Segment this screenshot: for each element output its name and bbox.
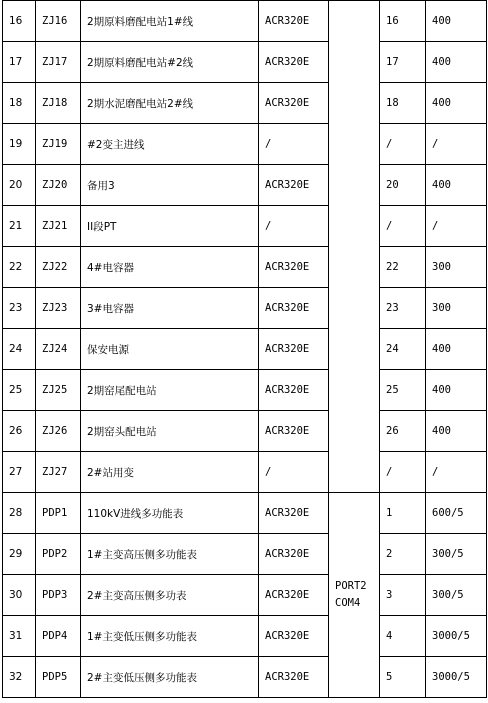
meter-model-cell: ACR320E xyxy=(259,575,329,616)
meter-model-cell: ACR320E xyxy=(259,411,329,452)
device-code-cell: ZJ26 xyxy=(36,411,81,452)
device-code-cell: ZJ27 xyxy=(36,452,81,493)
device-name-cell: 2期原料磨配电站1#线 xyxy=(81,1,259,42)
address-cell: 4 xyxy=(380,616,426,657)
table-row xyxy=(3,42,487,83)
table-row xyxy=(3,83,487,124)
ratio-cell: 300 xyxy=(426,288,487,329)
row-number-cell: 22 xyxy=(3,247,36,288)
ratio-cell: 400 xyxy=(426,411,487,452)
row-number-cell: 30 xyxy=(3,575,36,616)
ratio-cell: 400 xyxy=(426,83,487,124)
address-cell: / xyxy=(380,452,426,493)
meter-model-cell: ACR320E xyxy=(259,493,329,534)
device-name-cell: 2#站用变 xyxy=(81,452,259,493)
row-number-cell: 17 xyxy=(3,42,36,83)
ratio-cell: 400 xyxy=(426,165,487,206)
row-number-cell: 29 xyxy=(3,534,36,575)
table-row xyxy=(3,124,487,165)
row-number-cell: 32 xyxy=(3,657,36,698)
device-name-cell: II段PT xyxy=(81,206,259,247)
address-cell: 17 xyxy=(380,42,426,83)
table-row xyxy=(3,288,487,329)
device-code-cell: PDP3 xyxy=(36,575,81,616)
device-name-cell: 2期原料磨配电站#2线 xyxy=(81,42,259,83)
address-cell: 2 xyxy=(380,534,426,575)
address-cell: 20 xyxy=(380,165,426,206)
port-group-cell xyxy=(329,493,380,698)
row-number-cell: 16 xyxy=(3,1,36,42)
device-code-cell: PDP5 xyxy=(36,657,81,698)
device-code-cell: ZJ20 xyxy=(36,165,81,206)
address-cell: / xyxy=(380,206,426,247)
device-name-cell: 备用3 xyxy=(81,165,259,206)
row-number-cell: 28 xyxy=(3,493,36,534)
table-row xyxy=(3,329,487,370)
device-name-cell: 2#主变高压侧多功表 xyxy=(81,575,259,616)
meter-model-cell: ACR320E xyxy=(259,616,329,657)
device-name-cell: 2#主变低压侧多功能表 xyxy=(81,657,259,698)
row-number-cell: 21 xyxy=(3,206,36,247)
address-cell: 26 xyxy=(380,411,426,452)
row-number-cell: 26 xyxy=(3,411,36,452)
meter-model-cell: / xyxy=(259,206,329,247)
device-name-cell: 2期窑头配电站 xyxy=(81,411,259,452)
meter-model-cell: ACR320E xyxy=(259,657,329,698)
ratio-cell: 3000/5 xyxy=(426,657,487,698)
device-name-cell: 1#主变高压侧多功能表 xyxy=(81,534,259,575)
ratio-cell: 400 xyxy=(426,1,487,42)
port-group-cell xyxy=(329,1,380,493)
device-code-cell: PDP2 xyxy=(36,534,81,575)
meter-model-cell: ACR320E xyxy=(259,1,329,42)
device-code-cell: ZJ18 xyxy=(36,83,81,124)
row-number-cell: 25 xyxy=(3,370,36,411)
table-row xyxy=(3,370,487,411)
ratio-cell: 400 xyxy=(426,42,487,83)
device-table xyxy=(2,0,487,698)
table-row xyxy=(3,452,487,493)
device-name-cell: 3#电容器 xyxy=(81,288,259,329)
address-cell: 22 xyxy=(380,247,426,288)
device-code-cell: PDP1 xyxy=(36,493,81,534)
row-number-cell: 31 xyxy=(3,616,36,657)
address-cell: / xyxy=(380,124,426,165)
table-row xyxy=(3,247,487,288)
ratio-cell: / xyxy=(426,206,487,247)
row-number-cell: 18 xyxy=(3,83,36,124)
address-cell: 3 xyxy=(380,575,426,616)
table-row xyxy=(3,575,487,616)
address-cell: 25 xyxy=(380,370,426,411)
meter-model-cell: / xyxy=(259,124,329,165)
device-code-cell: PDP4 xyxy=(36,616,81,657)
table-row xyxy=(3,411,487,452)
table-row xyxy=(3,206,487,247)
device-name-cell: 保安电源 xyxy=(81,329,259,370)
device-code-cell: ZJ21 xyxy=(36,206,81,247)
device-code-cell: ZJ23 xyxy=(36,288,81,329)
device-code-cell: ZJ17 xyxy=(36,42,81,83)
meter-model-cell: ACR320E xyxy=(259,370,329,411)
table-row xyxy=(3,1,487,42)
ratio-cell: 600/5 xyxy=(426,493,487,534)
ratio-cell: 400 xyxy=(426,329,487,370)
meter-model-cell: ACR320E xyxy=(259,534,329,575)
device-name-cell: 4#电容器 xyxy=(81,247,259,288)
meter-model-cell: / xyxy=(259,452,329,493)
device-name-cell: 1#主变低压侧多功能表 xyxy=(81,616,259,657)
device-code-cell: ZJ22 xyxy=(36,247,81,288)
address-cell: 18 xyxy=(380,83,426,124)
table-row xyxy=(3,165,487,206)
address-cell: 24 xyxy=(380,329,426,370)
device-code-cell: ZJ19 xyxy=(36,124,81,165)
row-number-cell: 23 xyxy=(3,288,36,329)
table-row xyxy=(3,493,487,534)
address-cell: 16 xyxy=(380,1,426,42)
meter-model-cell: ACR320E xyxy=(259,83,329,124)
row-number-cell: 20 xyxy=(3,165,36,206)
row-number-cell: 24 xyxy=(3,329,36,370)
table-row xyxy=(3,616,487,657)
ratio-cell: 300/5 xyxy=(426,575,487,616)
device-name-cell: 2期窑尾配电站 xyxy=(81,370,259,411)
meter-model-cell: ACR320E xyxy=(259,247,329,288)
ratio-cell: / xyxy=(426,452,487,493)
table-row xyxy=(3,657,487,698)
ratio-cell: / xyxy=(426,124,487,165)
address-cell: 5 xyxy=(380,657,426,698)
meter-model-cell: ACR320E xyxy=(259,165,329,206)
device-name-cell: 2期水泥磨配电站2#线 xyxy=(81,83,259,124)
port-label: PORT2 xyxy=(335,580,367,592)
meter-model-cell: ACR320E xyxy=(259,288,329,329)
table-row xyxy=(3,534,487,575)
ratio-cell: 3000/5 xyxy=(426,616,487,657)
com-label: COM4 xyxy=(335,597,361,609)
ratio-cell: 400 xyxy=(426,370,487,411)
meter-model-cell: ACR320E xyxy=(259,42,329,83)
device-code-cell: ZJ24 xyxy=(36,329,81,370)
ratio-cell: 300 xyxy=(426,247,487,288)
address-cell: 23 xyxy=(380,288,426,329)
row-number-cell: 19 xyxy=(3,124,36,165)
row-number-cell: 27 xyxy=(3,452,36,493)
ratio-cell: 300/5 xyxy=(426,534,487,575)
device-name-cell: #2变主进线 xyxy=(81,124,259,165)
device-name-cell: 110kV进线多功能表 xyxy=(81,493,259,534)
address-cell: 1 xyxy=(380,493,426,534)
meter-model-cell: ACR320E xyxy=(259,329,329,370)
device-code-cell: ZJ16 xyxy=(36,1,81,42)
device-code-cell: ZJ25 xyxy=(36,370,81,411)
